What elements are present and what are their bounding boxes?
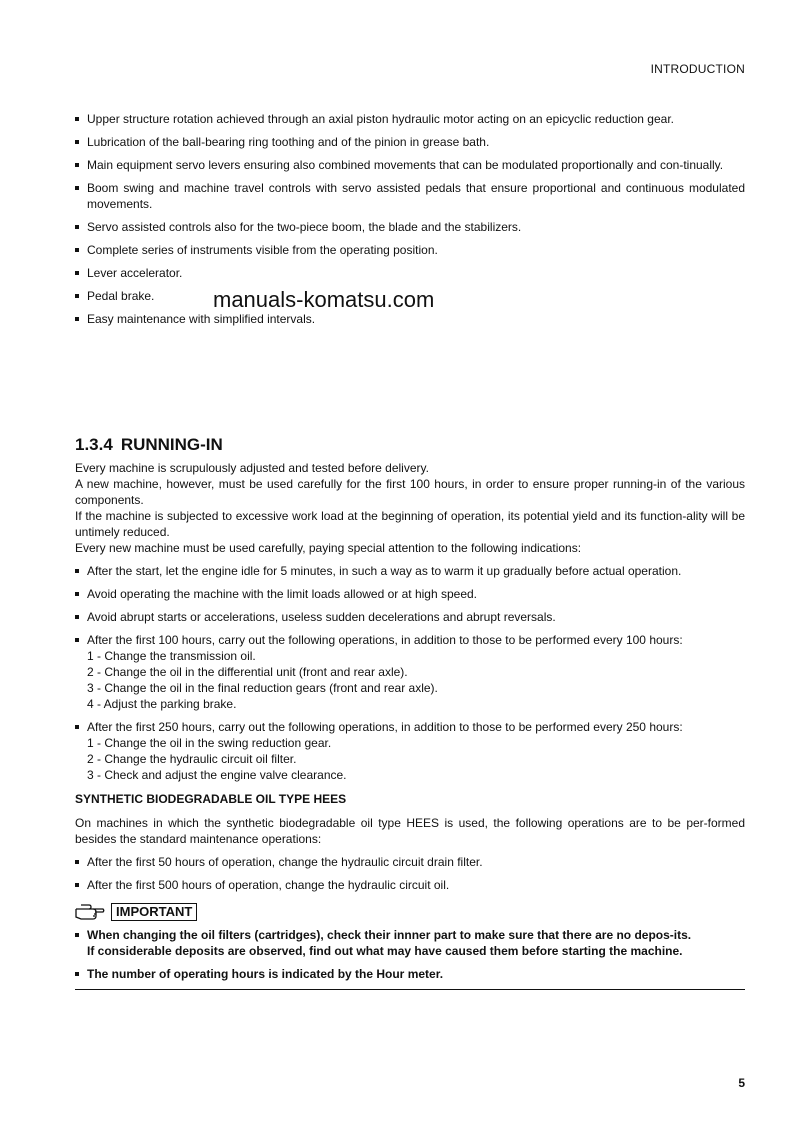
list-item: Complete series of instruments visible from the operating position.	[75, 242, 745, 258]
page-number: 5	[738, 1076, 745, 1090]
list-item: The number of operating hours is indicated by the Hour meter.	[75, 966, 745, 982]
bullet-icon	[75, 860, 79, 864]
list-item: When changing the oil filters (cartridges), check their innner part to make sure that there are no depos-its. If considerable deposits are observed, find out what may have caused them before starting the machine.	[75, 927, 745, 959]
bullet-icon	[75, 225, 79, 229]
important-list	[75, 927, 745, 982]
list-item: Lubrication of the ball-bearing ring toothing and of the pinion in grease bath.	[75, 134, 745, 150]
bullet-icon	[75, 294, 79, 298]
important-label: IMPORTANT	[111, 903, 197, 921]
bullet-icon	[75, 163, 79, 167]
sub-step: 3 - Change the oil in the final reduction gears (front and rear axle).	[87, 681, 438, 695]
running-in-section	[75, 434, 745, 990]
bullet-icon	[75, 933, 79, 937]
page-header: INTRODUCTION	[650, 62, 745, 76]
sub-step: 4 - Adjust the parking brake.	[87, 697, 237, 711]
bullet-icon	[75, 725, 79, 729]
sub-step: 1 - Change the oil in the swing reduction gear.	[87, 736, 332, 750]
bullet-icon	[75, 569, 79, 573]
bullet-icon	[75, 248, 79, 252]
list-item: Upper structure rotation achieved through an axial piston hydraulic motor acting on an epicyclic reduction gear.	[75, 111, 745, 127]
important-note: If considerable deposits are observed, find out what may have caused them before starting the machine.	[87, 944, 683, 958]
bullet-icon	[75, 271, 79, 275]
intro-paragraph: Every new machine must be used carefully, paying special attention to the following indications:	[75, 541, 582, 555]
bullet-icon	[75, 140, 79, 144]
section-title	[75, 434, 745, 456]
sub-step: 2 - Change the hydraulic circuit oil filter.	[87, 752, 297, 766]
bullet-icon	[75, 592, 79, 596]
sub-step: 2 - Change the oil in the differential unit (front and rear axle).	[87, 665, 408, 679]
bullet-icon	[75, 186, 79, 190]
list-item: After the first 50 hours of operation, change the hydraulic circuit drain filter.	[75, 854, 745, 870]
list-item: Avoid abrupt starts or accelerations, useless sudden decelerations and abrupt reversals.	[75, 609, 745, 625]
bullet-icon	[75, 317, 79, 321]
hees-heading: SYNTHETIC BIODEGRADABLE OIL TYPE HEES	[75, 792, 347, 806]
list-item: Avoid operating the machine with the limit loads allowed or at high speed.	[75, 586, 745, 602]
list-item: Easy maintenance with simplified intervals.	[75, 311, 745, 327]
bullet-icon	[75, 972, 79, 976]
section-number: 1.3.4	[75, 435, 113, 454]
important-callout	[75, 903, 745, 921]
bullet-icon	[75, 638, 79, 642]
list-item: Servo assisted controls also for the two-piece boom, the blade and the stabilizers.	[75, 219, 745, 235]
list-item: After the first 250 hours, carry out the following operations, in addition to those to be performed every 250 hours: 1 - Change the oil in the swing reduction gear. 2 - Change the hydraulic circuit oil filter. 3 - Check and adjust the engine valve clearance.	[75, 719, 745, 783]
list-item: After the first 500 hours of operation, change the hydraulic circuit oil.	[75, 877, 745, 893]
list-item: Boom swing and machine travel controls with servo assisted pedals that ensure proportional and continuous modulated movements.	[75, 180, 745, 212]
pointing-hand-icon	[75, 903, 105, 921]
running-in-list	[75, 563, 745, 783]
list-item: Lever accelerator.	[75, 265, 745, 281]
list-item: After the start, let the engine idle for 5 minutes, in such a way as to warm it up gradually before actual operation.	[75, 563, 745, 579]
hees-list	[75, 854, 745, 893]
bullet-icon	[75, 615, 79, 619]
list-item: Pedal brake.	[75, 288, 745, 304]
watermark: manuals-komatsu.com	[213, 287, 435, 312]
bullet-icon	[75, 117, 79, 121]
bullet-icon	[75, 883, 79, 887]
section-title-text: RUNNING-IN	[120, 435, 223, 454]
hees-intro: On machines in which the synthetic biodegradable oil type HEES is used, the following operations are to be per-formed besides the standard maintenance operations:	[75, 816, 745, 846]
list-item: Main equipment servo levers ensuring also combined movements that can be modulated proportionally and con-tinually.	[75, 157, 745, 173]
divider	[75, 989, 745, 990]
intro-paragraph: If the machine is subjected to excessive work load at the beginning of operation, its potential yield and its function-ality will be untimely reduced.	[75, 509, 745, 539]
list-item: After the first 100 hours, carry out the following operations, in addition to those to be performed every 100 hours: 1 - Change the transmission oil. 2 - Change the oil in the differential unit (front and rear axle). 3 - Change the oil in the final reduction gears (front and rear axle). 4 - Adjust the parking brake.	[75, 632, 745, 712]
sub-step: 1 - Change the transmission oil.	[87, 649, 256, 663]
intro-paragraph: Every machine is scrupulously adjusted and tested before delivery.	[75, 461, 429, 475]
sub-step: 3 - Check and adjust the engine valve clearance.	[87, 768, 347, 782]
intro-paragraph: A new machine, however, must be used carefully for the first 100 hours, in order to ensure proper running-in of the various components.	[75, 477, 745, 507]
